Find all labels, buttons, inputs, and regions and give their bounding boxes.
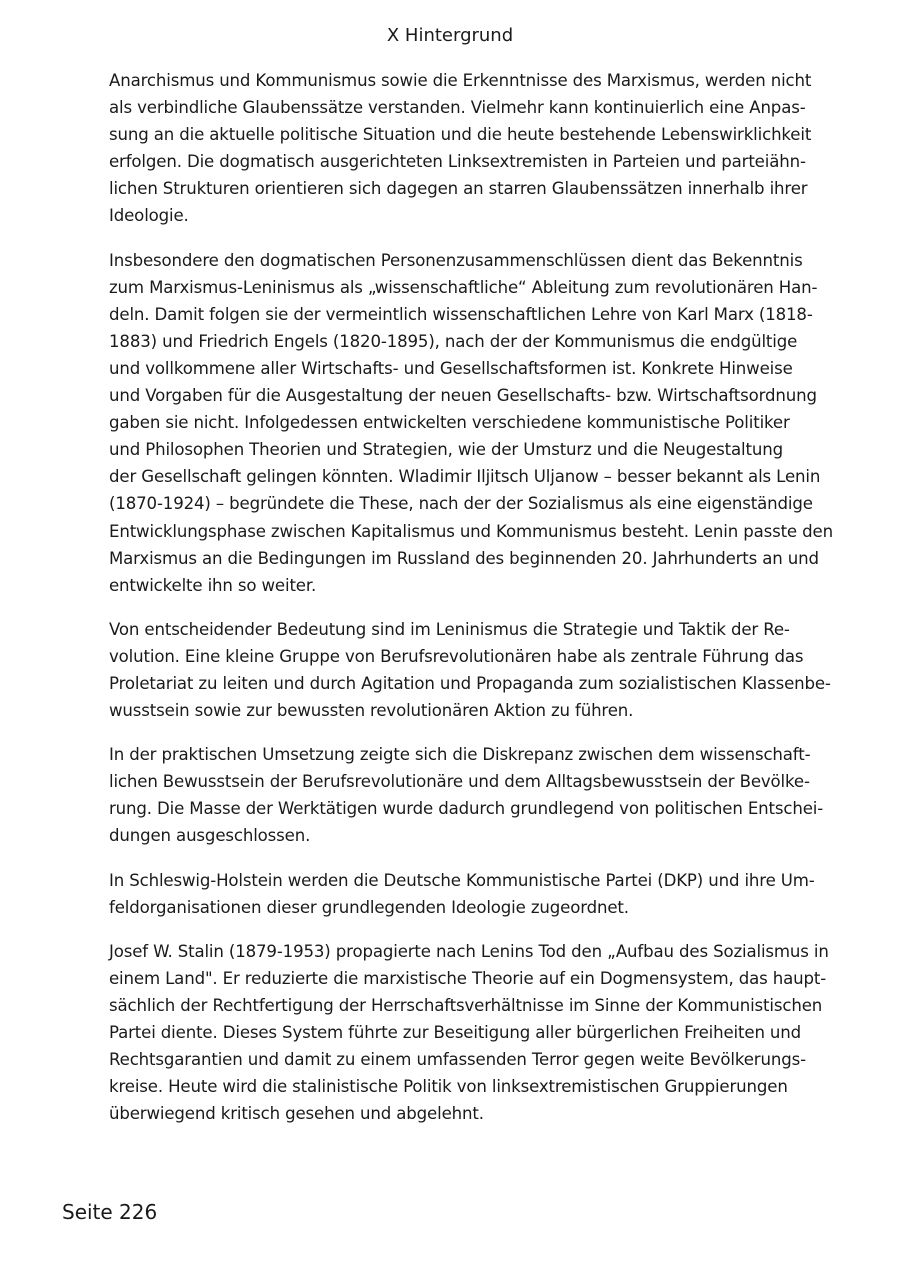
text-line: und vollkommene aller Wirtschafts- und Gesellschaftsformen ist. Konkrete Hinweise xyxy=(109,358,793,378)
text-line: dungen ausgeschlossen. xyxy=(109,826,311,846)
paragraph xyxy=(109,616,839,724)
text-line: Rechtsgarantien und damit zu einem umfassenden Terror gegen weite Bevölkerungs- xyxy=(109,1050,806,1070)
text-line: Proletariat zu leiten und durch Agitation und Propaganda zum sozialistischen Klassenbe- xyxy=(109,673,831,693)
page-number: Seite 226 xyxy=(62,1200,158,1224)
text-line: Marxismus an die Bedingungen im Russland des beginnenden 20. Jahrhunderts an und xyxy=(109,548,819,568)
text-line: sächlich der Rechtfertigung der Herrschaftsverhältnisse im Sinne der Kommunistischen xyxy=(109,995,823,1015)
text-line: Von entscheidender Bedeutung sind im Leninismus die Strategie und Taktik der Re- xyxy=(109,619,790,639)
text-line: Josef W. Stalin (1879-1953) propagierte nach Lenins Tod den „Aufbau des Sozialismus in xyxy=(109,941,829,961)
text-line: einem Land". Er reduzierte die marxistische Theorie auf ein Dogmensystem, das haupt- xyxy=(109,968,827,988)
text-line: In der praktischen Umsetzung zeigte sich die Diskrepanz zwischen dem wissenschaft- xyxy=(109,745,811,765)
paragraph xyxy=(109,938,839,1128)
text-line: Entwicklungsphase zwischen Kapitalismus und Kommunismus besteht. Lenin passte den xyxy=(109,521,833,541)
text-line: lichen Bewusstsein der Berufsrevolutionäre und dem Alltagsbewusstsein der Bevölke- xyxy=(109,772,810,792)
text-line: lichen Strukturen orientieren sich dagegen an starren Glaubenssätzen innerhalb ihrer xyxy=(109,179,808,199)
body-text xyxy=(109,67,839,1144)
text-line: In Schleswig-Holstein werden die Deutsche Kommunistische Partei (DKP) und ihre Um- xyxy=(109,870,815,890)
page-header-title: X Hintergrund xyxy=(386,25,514,46)
text-line: gaben sie nicht. Infolgedessen entwickelten verschiedene kommunistische Politiker xyxy=(109,413,790,433)
text-line: der Gesellschaft gelingen könnten. Wladimir Iljitsch Uljanow – besser bekannt als Lenin xyxy=(109,467,821,487)
text-line: deln. Damit folgen sie der vermeintlich wissenschaftlichen Lehre von Karl Marx (1818- xyxy=(109,304,813,324)
text-line: feldorganisationen dieser grundlegenden Ideologie zugeordnet. xyxy=(109,897,629,917)
text-line: Anarchismus und Kommunismus sowie die Erkenntnisse des Marxismus, werden nicht xyxy=(109,71,812,90)
text-line: kreise. Heute wird die stalinistische Politik von linksextremistischen Gruppierungen xyxy=(109,1077,788,1097)
text-line: rung. Die Masse der Werktätigen wurde dadurch grundlegend von politischen Entschei- xyxy=(109,799,824,819)
text-line: Ideologie. xyxy=(109,206,189,226)
text-line: Insbesondere den dogmatischen Personenzusammenschlüssen dient das Bekenntnis xyxy=(109,250,803,270)
text-line: volution. Eine kleine Gruppe von Berufsrevolutionären habe als zentrale Führung das xyxy=(109,646,804,666)
text-line: 1883) und Friedrich Engels (1820-1895), nach der der Kommunismus die endgültige xyxy=(109,331,798,351)
text-line: (1870-1924) – begründete die These, nach der der Sozialismus als eine eigenständige xyxy=(109,494,813,514)
text-line: und Vorgaben für die Ausgestaltung der neuen Gesellschafts- bzw. Wirtschaftsordnung xyxy=(109,386,817,406)
text-line: Partei diente. Dieses System führte zur Beseitigung aller bürgerlichen Freiheiten und xyxy=(109,1023,802,1042)
paragraph xyxy=(109,741,839,849)
text-line: und Philosophen Theorien und Strategien, wie der Umsturz und die Neugestaltung xyxy=(109,440,783,460)
paragraph xyxy=(109,247,839,599)
text-line: überwiegend kritisch gesehen und abgelehnt. xyxy=(109,1104,484,1124)
paragraph xyxy=(109,867,839,921)
text-line: zum Marxismus-Leninismus als „wissenschaftliche“ Ableitung zum revolutionären Han- xyxy=(109,277,818,297)
text-line: entwickelte ihn so weiter. xyxy=(109,575,317,595)
text-line: sung an die aktuelle politische Situation und die heute bestehende Lebenswirklichkeit xyxy=(109,125,812,145)
text-line: wusstsein sowie zur bewussten revolutionären Aktion zu führen. xyxy=(109,701,634,721)
paragraph xyxy=(109,67,839,230)
text-line: erfolgen. Die dogmatisch ausgerichteten Linksextremisten in Parteien und parteiähn- xyxy=(109,152,806,172)
text-line: als verbindliche Glaubenssätze verstanden. Vielmehr kann kontinuierlich eine Anpas- xyxy=(109,98,806,118)
